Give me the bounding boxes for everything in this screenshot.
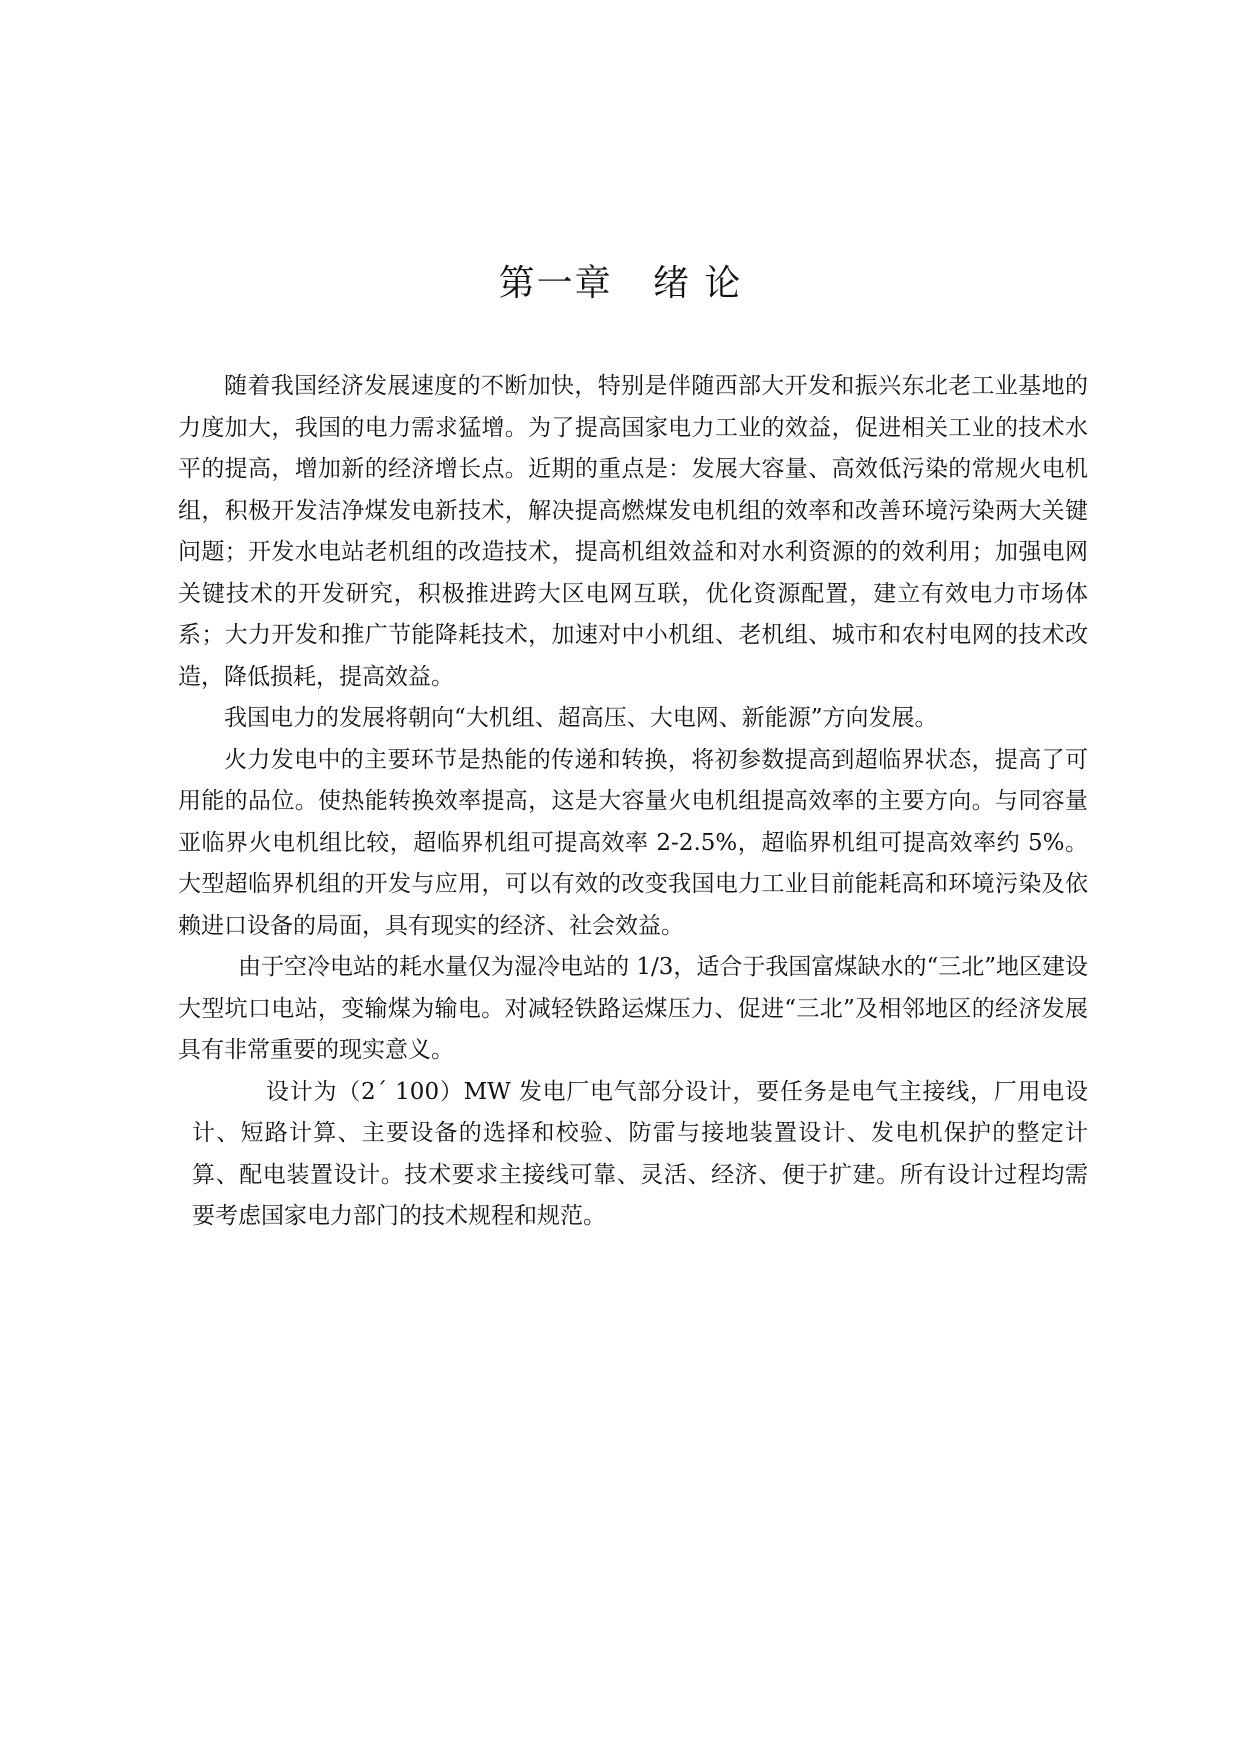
paragraph-supercritical: 火力发电中的主要环节是热能的传递和转换，将初参数提高到超临界状态，提高了可用能的品位。使热能转换效率提高，这是大容量火电机组提高效率的主要方向。与同容量亚临界火电机组比较，超临界机组可提高效率 2-2.5%，超临界机组可提高效率约 5%。 大型超临界机组的开发与应用，可以有效的改变我国电力工业目前能耗高和环境污染及依赖进口设备的局面，具有现实的经济、社会效益。 — [178, 746, 1088, 939]
paragraph-development-direction: 我国电力的发展将朝向“大机组、超高压、大电网、新能源”方向发展。 — [224, 705, 938, 731]
paragraph-design-scope: 设计为（2´ 100）MW 发电厂电气部分设计，要任务是电气主接线，厂用电设计、短路计算、主要设备的选择和校验、防雷与接地装置设计、发电机保护的整定计算、配电装置设计。技术要求主接线可靠、灵活、经济、便于扩建。所有设计过程均需要考虑国家电力部门的技术规程和规范。 — [192, 1078, 1088, 1229]
chapter-title: 第一章 绪 论 — [498, 263, 743, 304]
paragraph-intro: 随着我国经济发展速度的不断加快，特别是伴随西部大开发和振兴东北老工业基地的力度加大，我国的电力需求猛增。为了提高国家电力工业的效益，促进相关工业的技术水平的提高，增加新的经济增长点。近期的重点是：发展大容量、高效低污染的常规火电机组，积极开发洁净煤发电新技术，解决提高燃煤发电机组的效率和改善环境污染两大关键问题；开发水电站老机组的改造技术，提高机组效益和对水利资源的的效利用；加强电网关键技术的开发研究，积极推进跨大区电网互联，优化资源配置，建立有效电力市场体系；大力开发和推广节能降耗技术，加速对中小机组、老机组、城市和农村电网的技术改造，降低损耗，提高效益。 — [178, 373, 1088, 690]
paragraph-air-cooling: 由于空冷电站的耗水量仅为湿冷电站的 1/3，适合于我国富煤缺水的“三北”地区建设大型坑口电站，变输煤为输电。对减轻铁路运煤压力、促进“三北”及相邻地区的经济发展具有非常重要的现实意义。 — [178, 954, 1088, 1063]
chapter-body — [178, 366, 1088, 1238]
